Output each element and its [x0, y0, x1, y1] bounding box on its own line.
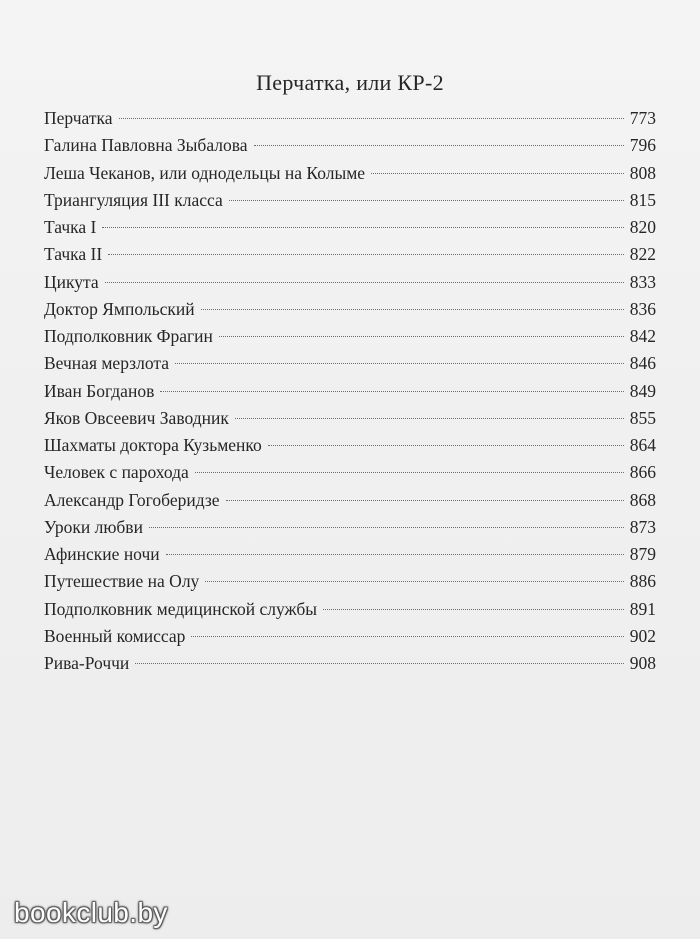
toc-entry-page: 833	[629, 271, 656, 292]
toc-entry	[44, 350, 656, 377]
toc-entry-title: Рива-Роччи	[44, 653, 130, 673]
toc-entry-page: 849	[629, 380, 656, 401]
toc-entry	[44, 269, 656, 296]
dot-leader	[226, 500, 624, 501]
toc-entry-title: Цикута	[44, 271, 99, 292]
dot-leader	[268, 445, 624, 446]
dot-leader	[119, 118, 624, 119]
toc-entry-title: Александр Гогоберидзе	[44, 489, 220, 510]
toc-entry-title: Галина Павловна Зыбалова	[44, 135, 248, 156]
toc-entry	[44, 132, 656, 159]
toc-entry-page: 868	[629, 489, 656, 510]
toc-entry-title: Уроки любви	[44, 516, 143, 537]
toc-entry	[44, 296, 656, 323]
dot-leader	[175, 363, 624, 364]
toc-entry	[44, 623, 656, 650]
watermark: bookclub.by	[14, 897, 168, 928]
toc-entry	[44, 487, 656, 514]
toc-entry-page: 864	[629, 435, 656, 455]
dot-leader	[219, 336, 624, 337]
toc-entry-page: 866	[629, 462, 656, 483]
toc-entry-title: Леша Чеканов, или однодельцы на Колыме	[44, 162, 366, 183]
toc-entry-page: 836	[629, 298, 656, 319]
toc-entry-title: Шахматы доктора Кузьменко	[44, 435, 262, 455]
toc-entry-page: 879	[629, 544, 656, 564]
toc-entry-page: 842	[629, 326, 656, 346]
dot-leader	[195, 472, 624, 473]
toc-entry-title: Триангуляция III класса	[44, 189, 223, 210]
toc-entry-page: 902	[629, 625, 656, 646]
toc-entry	[44, 160, 656, 187]
toc-entry	[44, 432, 656, 459]
section-title: Перчатка, или КР-2	[256, 70, 444, 95]
toc-entry-title: Тачка II	[44, 244, 103, 265]
dot-leader	[105, 282, 624, 283]
toc-entry	[44, 187, 656, 214]
dot-leader	[149, 527, 624, 528]
toc-entry	[44, 568, 656, 595]
toc-entry-page: 822	[629, 244, 656, 265]
toc-entry-title: Путешествие на Олу	[44, 571, 200, 592]
toc-entry	[44, 214, 656, 241]
toc-entry-title: Человек с парохода	[44, 462, 189, 483]
dot-leader	[229, 200, 624, 201]
dot-leader	[205, 581, 623, 582]
dot-leader	[135, 663, 623, 664]
dot-leader	[108, 254, 624, 255]
toc-entry-page: 855	[629, 407, 656, 428]
toc-entry	[44, 459, 656, 486]
toc-entry-page: 846	[629, 353, 656, 374]
toc-entry-title: Яков Овсеевич Заводник	[44, 407, 229, 428]
toc-entry-title: Доктор Ямпольский	[44, 298, 195, 319]
toc-entry-page: 796	[629, 135, 656, 156]
toc-entry-page: 820	[629, 217, 656, 237]
toc-entry	[44, 378, 656, 405]
toc-entry	[44, 650, 656, 677]
toc-entry-title: Подполковник медицинской службы	[44, 598, 318, 619]
dot-leader	[235, 418, 624, 419]
dot-leader	[166, 554, 624, 555]
toc-entry-page: 873	[629, 516, 656, 537]
dot-leader	[323, 609, 624, 610]
toc-entry-title: Подполковник Фрагин	[44, 326, 213, 346]
toc-entry	[44, 596, 656, 623]
table-of-contents	[44, 105, 656, 677]
toc-entry-title: Афинские ночи	[44, 544, 160, 564]
toc-entry	[44, 105, 656, 132]
dot-leader	[371, 173, 624, 174]
toc-entry-page: 808	[629, 162, 656, 183]
dot-leader	[191, 636, 623, 637]
toc-entry	[44, 541, 656, 568]
toc-entry-page: 886	[629, 571, 656, 592]
toc-entry-title: Иван Богданов	[44, 380, 155, 401]
toc-entry-title: Перчатка	[44, 108, 113, 128]
dot-leader	[201, 309, 624, 310]
toc-entry-title: Военный комиссар	[44, 625, 186, 646]
toc-entry-page: 908	[629, 653, 656, 673]
dot-leader	[102, 227, 623, 228]
dot-leader	[254, 145, 624, 146]
toc-entry-page: 891	[629, 598, 656, 619]
dot-leader	[160, 391, 623, 392]
toc-entry-page: 773	[629, 108, 656, 128]
toc-entry	[44, 323, 656, 350]
toc-entry-title: Тачка I	[44, 217, 97, 237]
toc-entry	[44, 241, 656, 268]
toc-entry-title: Вечная мерзлота	[44, 353, 169, 374]
toc-entry	[44, 514, 656, 541]
toc-entry-page: 815	[629, 189, 656, 210]
toc-entry	[44, 405, 656, 432]
